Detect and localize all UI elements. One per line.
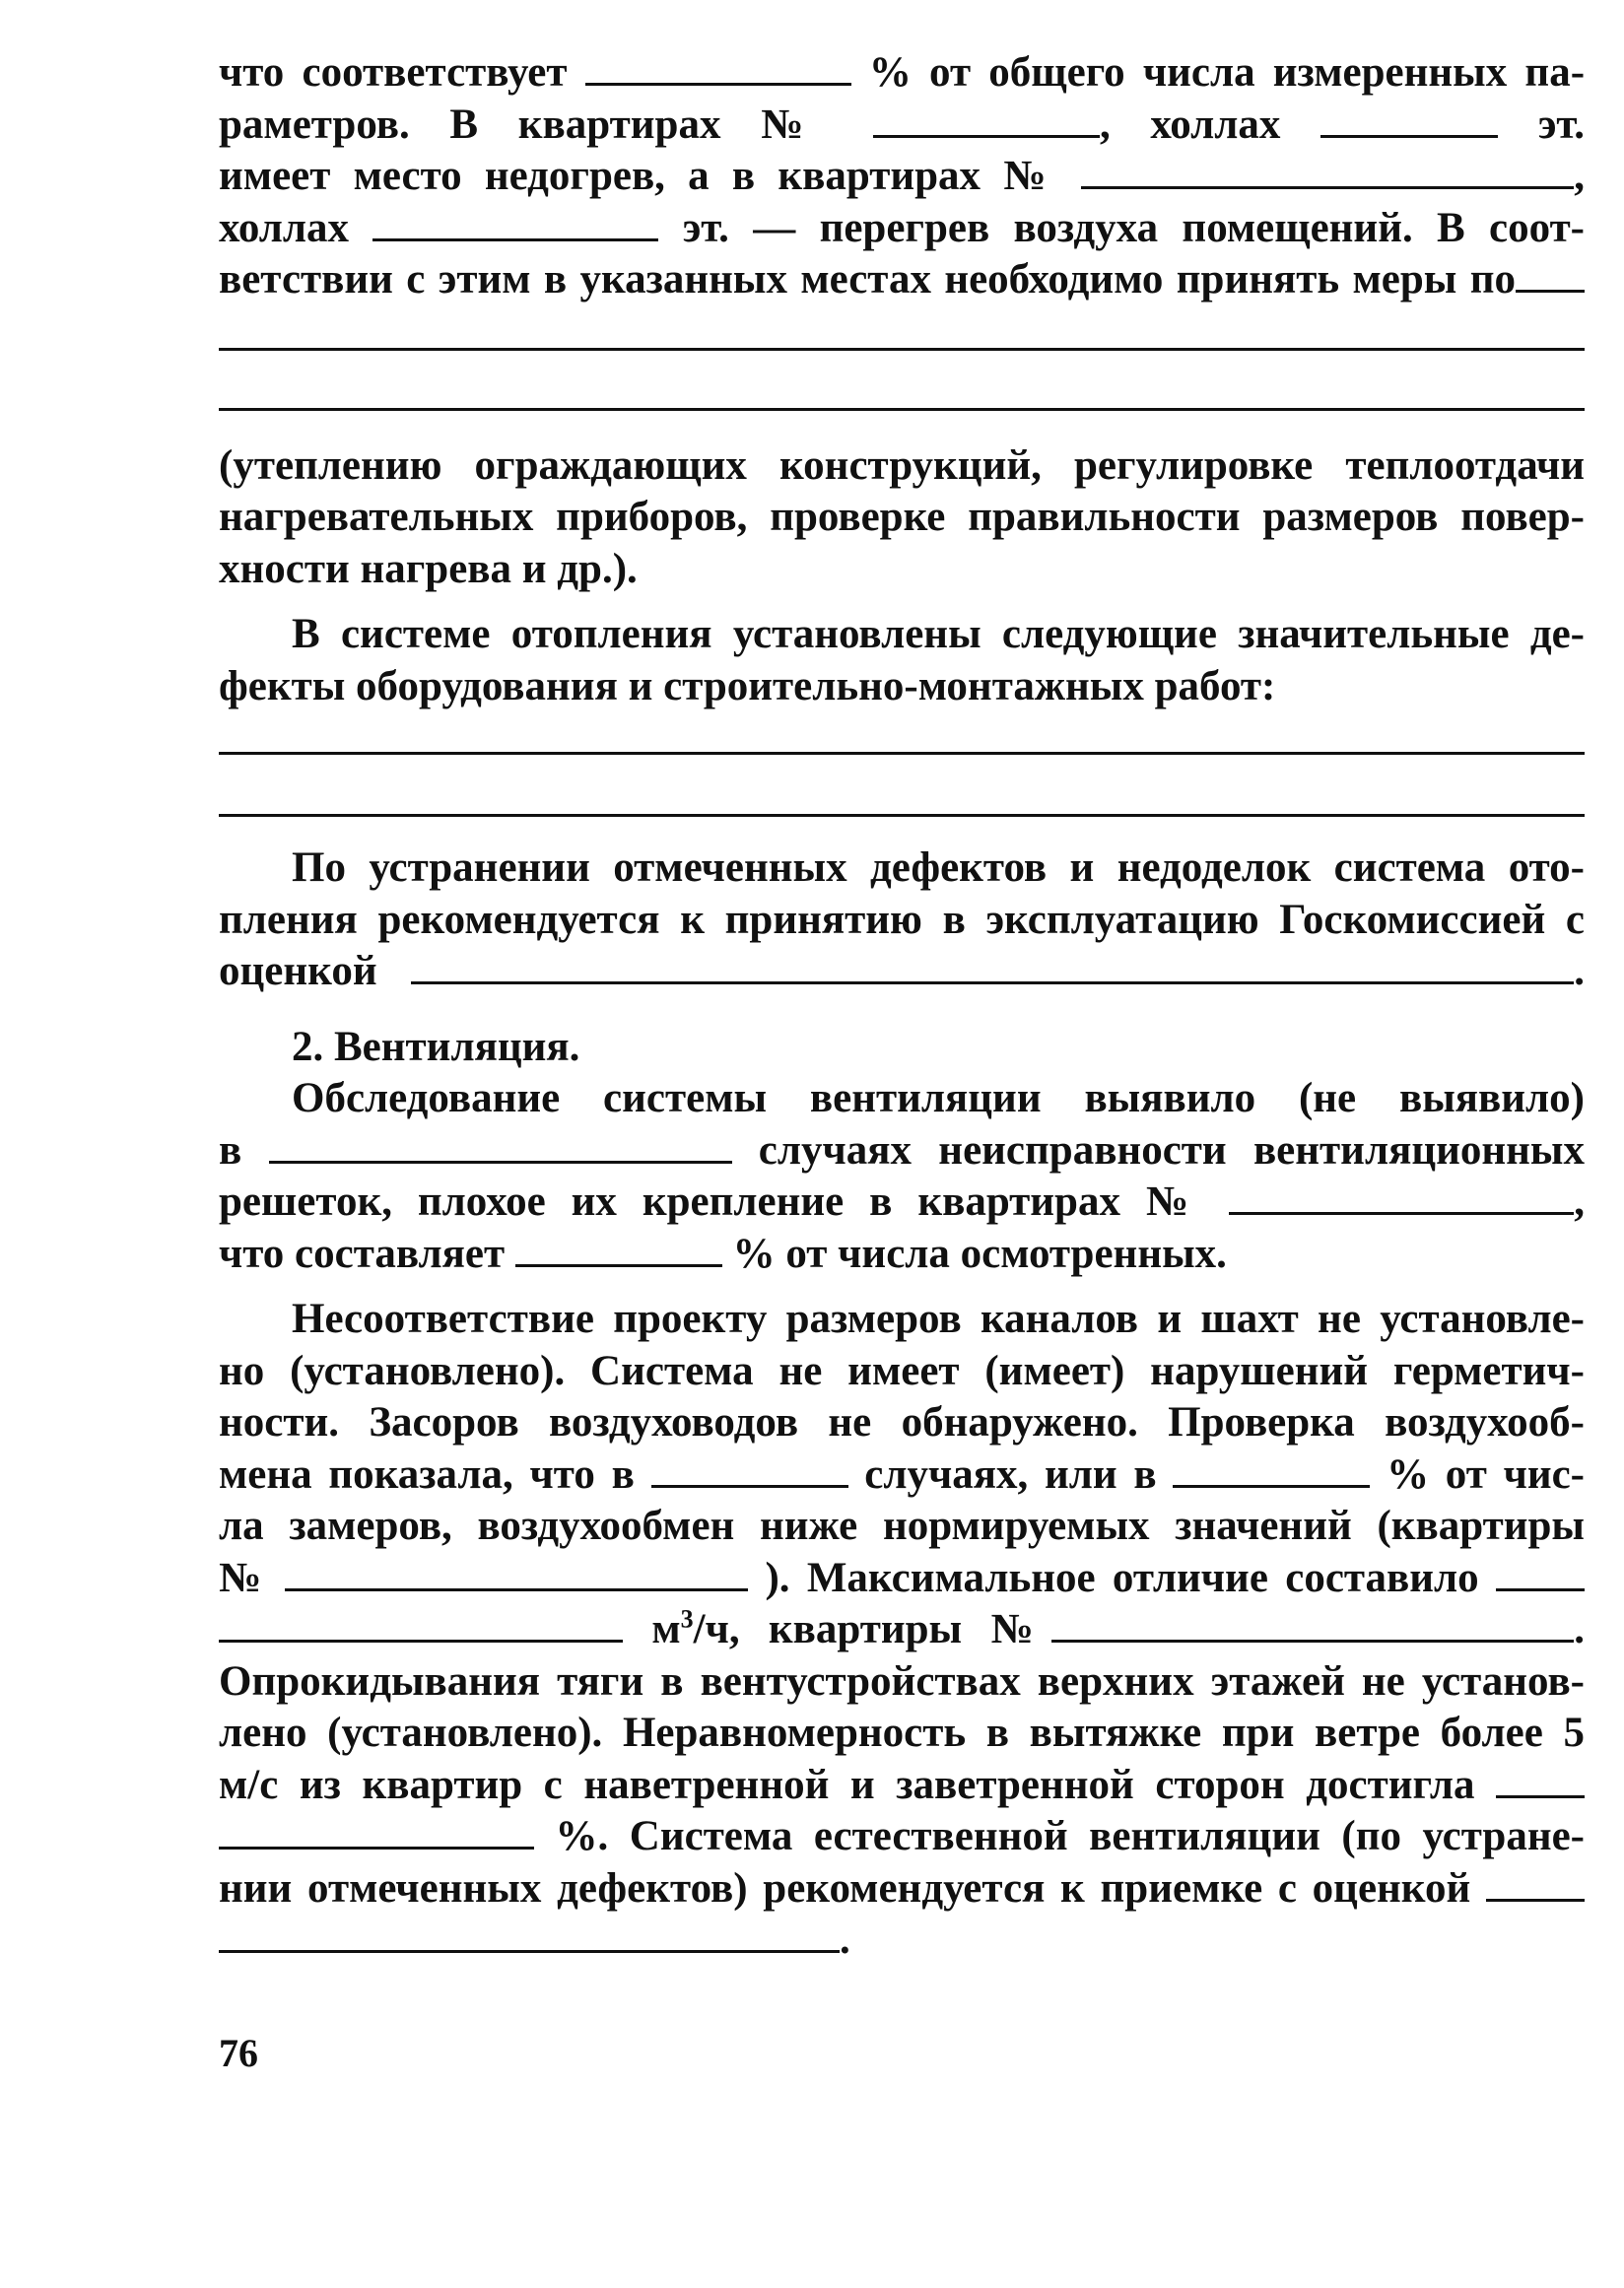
text-line: лено (установлено). Неравномерность в вытяжке при ветре более 5: [219, 1710, 1585, 1756]
text-line: Обследование системы вентиляции выявило (не выявило): [292, 1075, 1585, 1121]
text-line: м/с из квартир с наветренной и заветренной сторон достигла: [219, 1760, 1585, 1812]
fill-blank[interactable]: [1051, 1604, 1574, 1643]
fill-blank[interactable]: [1320, 100, 1498, 138]
fill-blank[interactable]: [219, 1915, 840, 1953]
paragraph-defects: [219, 609, 1585, 712]
text-line: мена показала, что в случаях, или в % от чис-: [219, 1450, 1586, 1498]
fill-blank[interactable]: [1081, 151, 1574, 189]
fill-blank[interactable]: [372, 203, 658, 241]
fill-blank[interactable]: [1229, 1177, 1574, 1215]
text-line: фекты оборудования и строительно-монтажных работ:: [219, 662, 1276, 709]
fill-blank[interactable]: [219, 1811, 534, 1850]
text-line: оценкой .: [219, 948, 1585, 994]
fill-blank[interactable]: [585, 47, 851, 86]
paragraph-acceptance: [219, 842, 1585, 998]
fill-blank[interactable]: [651, 1449, 848, 1488]
fill-blank[interactable]: [411, 946, 1574, 984]
text-line: раметров. В квартирах № , холлах эт.: [219, 101, 1586, 148]
paragraph-ducts: [219, 1294, 1585, 1656]
text-line: хности нагрева и др.).: [219, 545, 638, 592]
text-line: нии отмеченных дефектов) рекомендуется к приемке с оценкой: [219, 1863, 1585, 1916]
fill-blank[interactable]: [1173, 1449, 1370, 1488]
text-line: в случаях неисправности вентиляционных: [219, 1126, 1586, 1174]
text-line: нагревательных приборов, проверке правильности размеров повер-: [219, 494, 1585, 540]
paragraph-heating-summary: [219, 47, 1585, 306]
text-line: холлах эт. — перегрев воздуха помещений. В соот-: [219, 204, 1586, 251]
text-line: но (установлено). Система не имеет (имеет) нарушений герметич-: [219, 1347, 1585, 1394]
text-line: ла замеров, воздухообмен ниже нормируемых значений (квартиры: [219, 1503, 1585, 1549]
text-line: $м^3/ч$, квартиры № .: [219, 1604, 1585, 1656]
text-line: (утеплению ограждающих конструкций, регулировке теплоотдачи: [219, 441, 1585, 489]
document-page: [219, 47, 1585, 1967]
fill-blank[interactable]: [1516, 254, 1585, 293]
paragraph-measures: [219, 440, 1585, 596]
text-line: В системе отопления установлены следующие значительные де-: [292, 611, 1585, 657]
fill-blank[interactable]: [1496, 1760, 1585, 1798]
text-line: %. Система естественной вентиляции (по устране-: [219, 1811, 1585, 1863]
fill-blank[interactable]: [1486, 1863, 1585, 1902]
text-line: Опрокидывания тяги в вентустройствах верхних этажей не установ-: [219, 1657, 1585, 1705]
text-line: решеток, плохое их крепление в квартирах № ,: [219, 1178, 1585, 1225]
paragraph-draft: [219, 1656, 1585, 1967]
page-number: 76: [219, 2031, 258, 2075]
text-line: ности. Засоров воздуховодов не обнаружено. Проверка воздухооб-: [219, 1399, 1585, 1446]
text-line: имеет место недогрев, а в квартирах № ,: [219, 153, 1586, 199]
fill-blank[interactable]: [269, 1125, 732, 1164]
section-heading: 2. Вентиляция.: [292, 1023, 580, 1070]
fill-blank[interactable]: [219, 1604, 623, 1643]
fill-blank[interactable]: [285, 1553, 748, 1591]
text-line: пления рекомендуется к принятию в эксплуатацию Госкомиссией с: [219, 896, 1585, 943]
text-line: Несоответствие проекту размеров каналов и шахт не установле-: [292, 1296, 1585, 1342]
fill-blank[interactable]: [1496, 1553, 1585, 1591]
fill-blank[interactable]: [515, 1229, 722, 1267]
text-line: что соответствует % от общего числа измеренных па-: [219, 49, 1586, 96]
fill-blank[interactable]: [873, 100, 1100, 138]
text-line: .: [219, 1915, 1585, 1967]
text-line: что составляет % от числа осмотренных.: [219, 1230, 1227, 1277]
text-line: ветствии с этим в указанных местах необходимо принять меры по: [219, 254, 1585, 306]
text-line: № ). Максимальное отличие составило: [219, 1553, 1585, 1605]
paragraph-ventilation-survey: [219, 1073, 1585, 1280]
text-line: По устранении отмеченных дефектов и недоделок система ото-: [292, 844, 1585, 891]
